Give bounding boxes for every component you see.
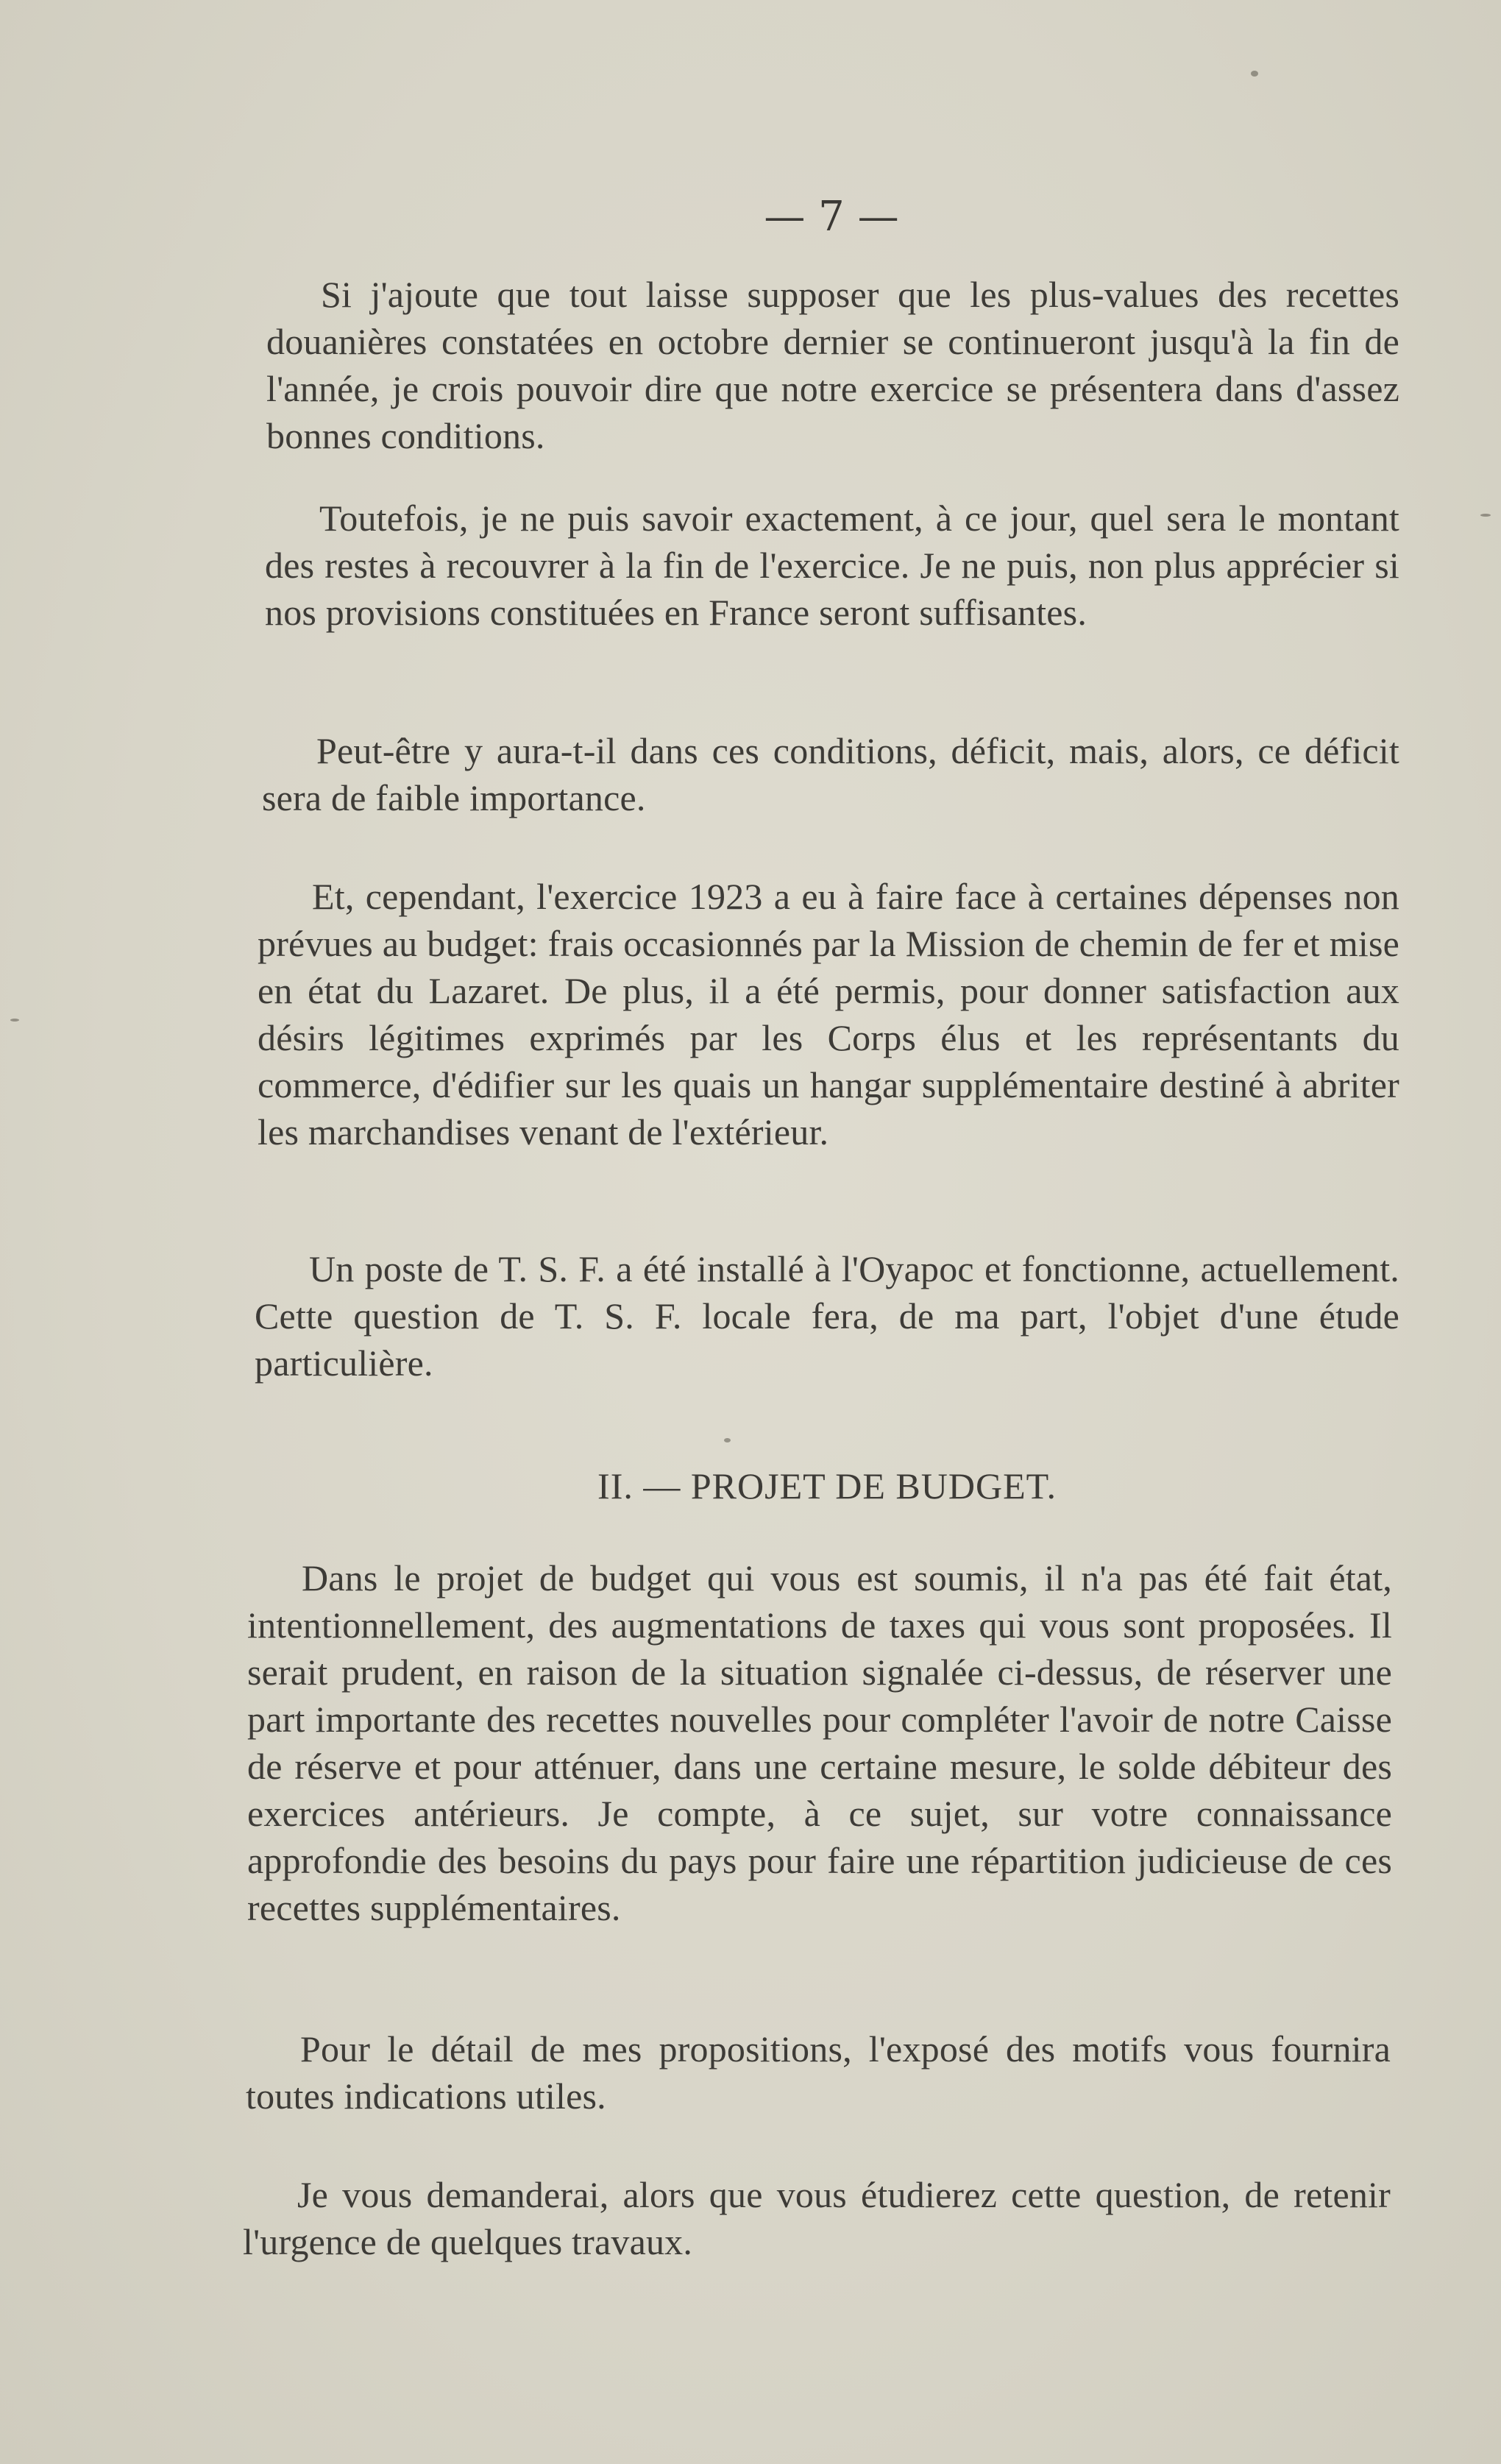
- section-paragraph-1: Dans le projet de budget qui vous est soumis, il n'a pas été fait état, intentionnellement, des augmentations de taxes qui vous sont proposées. Il serait prudent, en raison de la situation signalée ci-dessus, de réserver une part importante des recettes nouvelles pour compléter l'avoir de notre Caisse de réserve et pour atténuer, dans une certaine mesure, le solde débiteur des exercices antérieurs. Je compte, à ce sujet, sur votre connaissance approfondie des besoins du pays pour faire une répartition judicieuse de ces recettes supplémentaires.: [247, 1557, 1392, 1928]
- paragraph-3: Peut-être y aura-t-il dans ces conditions, déficit, mais, alors, ce déficit sera de faible importance.: [262, 730, 1399, 818]
- paper-speck: [10, 1019, 19, 1022]
- paragraph-4: Et, cependant, l'exercice 1923 a eu à faire face à certaines dépenses non prévues au budget: frais occasionnés par la Mission de chemin de fer et mise en état du Lazaret. De plus, il a été permis, pour donner satisfaction aux désirs légitimes exprimés par les Corps élus et les représentants du commerce, d'édifier sur les quais un hangar supplémentaire destiné à abriter les marchandises venant de l'extérieur.: [258, 876, 1399, 1153]
- paper-speck: [724, 1438, 731, 1442]
- paragraph-5: Un poste de T. S. F. a été installé à l'Oyapoc et fonctionne, actuellement. Cette question de T. S. F. locale fera, de ma part, l'objet d'une étude particulière.: [255, 1248, 1399, 1384]
- section-paragraph-3: Je vous demanderai, alors que vous étudierez cette question, de retenir l'urgence de quelques travaux.: [243, 2174, 1391, 2262]
- paper-speck: [1251, 71, 1258, 77]
- section-paragraph-2: Pour le détail de mes propositions, l'exposé des motifs vous fournira toutes indications utiles.: [246, 2028, 1391, 2117]
- paper-speck: [1480, 514, 1491, 517]
- paragraph-1: Si j'ajoute que tout laisse supposer que les plus-values des recettes douanières constatées en octobre dernier se continueront jusqu'à la fin de l'année, je crois pouvoir dire que notre exercice se présentera dans d'assez bonnes conditions.: [266, 274, 1399, 456]
- section-heading: II. — PROJET DE BUDGET.: [597, 1465, 1057, 1507]
- paragraph-2: Toutefois, je ne puis savoir exactement, à ce jour, quel sera le montant des restes à recouvrer à la fin de l'exercice. Je ne puis, non plus apprécier si nos provisions constituées en France seront suffisantes.: [265, 498, 1399, 633]
- page-number: — 7 —: [764, 193, 899, 241]
